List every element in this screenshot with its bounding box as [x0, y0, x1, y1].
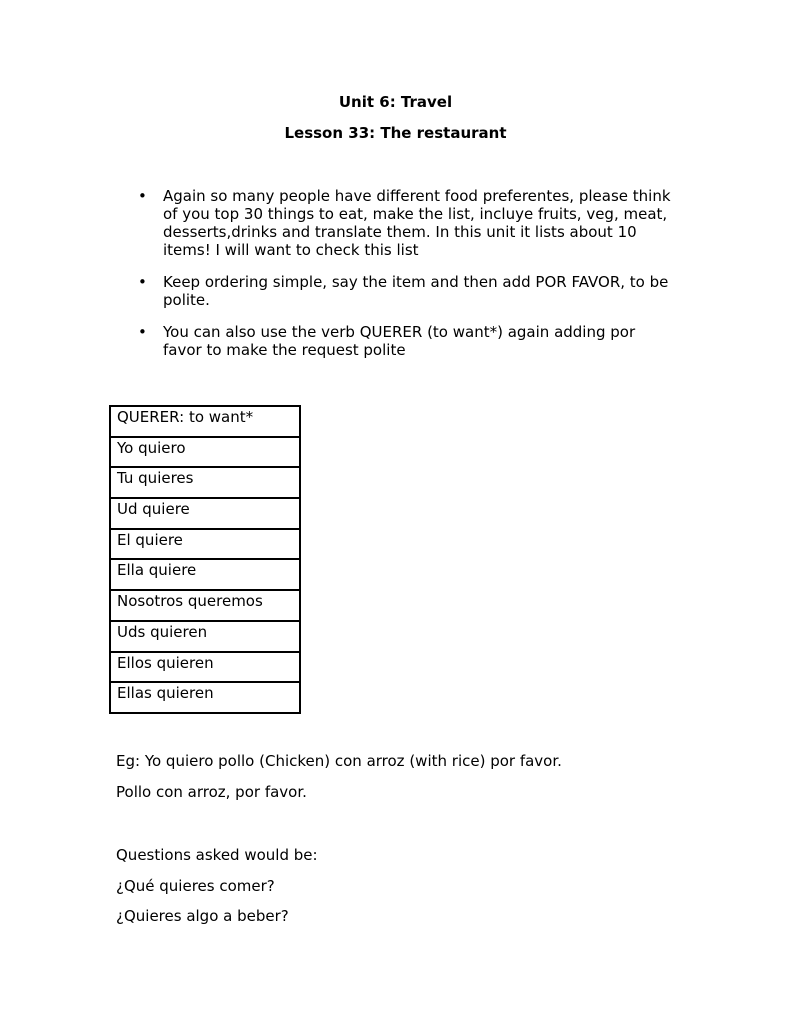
instruction-text: Again so many people have different food preferentes, please think of you top 30 things to eat, make the list, incluye fruits, veg, meat, desserts,drinks and translate them. In this unit it lists about 10 items! I will want to check this list: [163, 187, 671, 259]
table-row: [110, 529, 300, 560]
table-cell: Ellas quieren: [110, 682, 300, 713]
table-cell: Ella quiere: [110, 559, 300, 590]
instruction-text: You can also use the verb QUERER (to want*) again adding por favor to make the request polite: [163, 323, 636, 359]
questions-intro: Questions asked would be:: [116, 846, 318, 864]
unit-title: Unit 6: Travel: [338, 93, 453, 111]
table-cell: Nosotros queremos: [110, 590, 300, 621]
instruction-text: Keep ordering simple, say the item and then add POR FAVOR, to be polite.: [163, 273, 669, 309]
table-row: [110, 621, 300, 652]
example-sentence: Eg: Yo quiero pollo (Chicken) con arroz (with rice) por favor.: [116, 752, 562, 770]
table-row: [110, 437, 300, 468]
bullet-marker: •: [138, 323, 147, 341]
table-row: [110, 682, 300, 713]
table-cell: Tu quieres: [110, 467, 300, 498]
table-cell: QUERER: to want*: [110, 406, 300, 437]
bullet-marker: •: [138, 187, 147, 205]
table-row: [110, 467, 300, 498]
table-row: [110, 498, 300, 529]
table-cell: El quiere: [110, 529, 300, 560]
table-row: [110, 652, 300, 683]
table-cell: Ellos quieren: [110, 652, 300, 683]
table-row: [110, 559, 300, 590]
instruction-item: [138, 273, 678, 309]
table-row: [110, 590, 300, 621]
table-cell: Uds quieren: [110, 621, 300, 652]
querer-conjugation-table: [109, 405, 301, 714]
table-header-row: [110, 406, 300, 437]
lesson-title: Lesson 33: The restaurant: [284, 124, 507, 142]
table-cell: Yo quiero: [110, 437, 300, 468]
table-cell: Ud quiere: [110, 498, 300, 529]
instruction-item: [138, 187, 678, 259]
instruction-item: [138, 323, 678, 359]
example-sentence-short: Pollo con arroz, por favor.: [116, 783, 307, 801]
question-text: ¿Qué quieres comer?: [116, 877, 275, 895]
instruction-list: [138, 187, 678, 373]
question-text: ¿Quieres algo a beber?: [116, 907, 289, 925]
bullet-marker: •: [138, 273, 147, 291]
